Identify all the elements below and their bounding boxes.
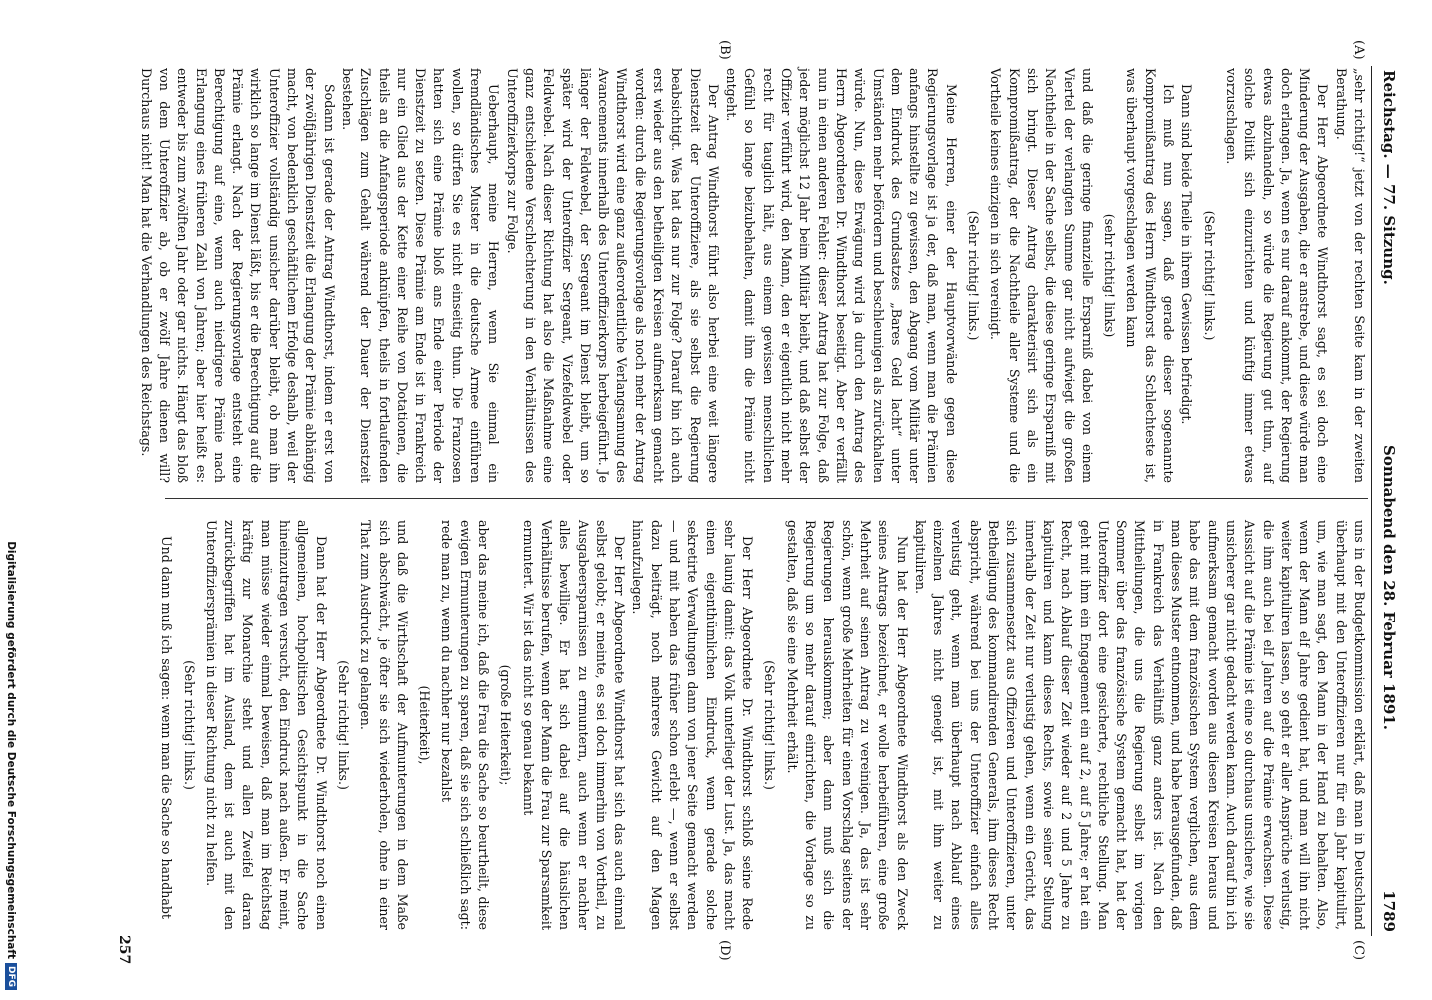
- interjection: (Heiterkeit),: [417, 685, 433, 765]
- right-column: [159, 520, 1368, 930]
- left-column: [138, 68, 1368, 483]
- paragraph: Meine Herren, einer der Hauptvorwände gegen diese Regierungsvorlage ist ja der, daß man, wenn man die Prämien anfangs hinstellte zu gewissen, den Abgang vom Militär unter dem Eindruck des Grundsatzes „Bares Geld lacht“ unter Umständen mehr befördern und beschleunigen als zurückhalten würde. Nun, diese Erwägung wird ja durch den Antrag des Herrn Abgeordneten Dr. Windthorst beseitigt. Aber er verfällt nun in einen anderen Fehler: dieser Antrag hat zur Folge, daß jeder möglichst 12 Jahr beim Militär bleibt, und daß selbst der Offizier verführt wird, den Mann, den er eigentlich nicht mehr recht für tauglich hält, aus einem gewissen menschlichen Gefühl so lange beizubehalten, damit ihm die Prämie nicht entgeht.: [724, 68, 959, 483]
- paragraph: und daß die Wirthschaft der Aufmunterungen in dem Maße sich abschwächt, je öfter sie sich wiederholen, ohne in einer That zum Ausdruck zu gelangen.: [358, 520, 410, 930]
- header-page-number: 1789: [1380, 890, 1398, 932]
- dfg-logo: DFG: [5, 963, 17, 990]
- column-divider: [165, 498, 1368, 499]
- paragraph: „sehr richtig!“ jetzt von der rechten Seite kam in der zweiten Berathung.: [1333, 68, 1367, 483]
- interjection: (Sehr richtig! links.): [181, 660, 197, 790]
- paragraph: Sodann ist gerade der Antrag Windthorst, indem er erst von der zwölfjährigen Dienstzeit die Erlangung der Prämie abhängig macht, von bedenklich geschäftlichem Erfolge deshalb, weil der Unteroffizier vollständig unsicher darüber bleibt, ob man ihn wirklich so lange im Dienst läßt, bis er die Berechtigung auf die Prämie erlangt. Nach der Regierungsvorlage entsteht eine Berechtigung auf eine, wenn auch niedrigere Prämie nach Erlangung eines früheren Zahl von Jahren; aber hier heißt es: entweder bis zum zwölften Jahr oder gar nichts. Hängt das bloß von dem Unteroffizier ab, ob er zwölf Jahre dienen will? Durchaus nicht! Man hat die Verhandlungen des Reichstags.: [138, 68, 337, 483]
- paragraph: Und dann muß ich sagen: wenn man die Sache so handhabt: [159, 536, 175, 919]
- interjection: (Sehr richtig! links.): [966, 210, 982, 341]
- margin-mark-b: (B): [717, 40, 732, 60]
- paragraph: Der Herr Abgeordnete Windthorst sagt, es sei doch eine Minderung der Ausgaben, die er anstrebe, und diese würde man doch erlangen. Ja, wenn es nur darauf ankommt, der Regierung etwas abzuhandeln, so würde die Regierung gut thun, auf solche Politik sich einzurichten und künftig immer etwas vorzuschlagen.: [1223, 68, 1331, 483]
- interjection: (sehr richtig! links): [1102, 213, 1118, 338]
- interjection: (Sehr richtig! links.): [1201, 210, 1217, 341]
- header-rule: [1371, 66, 1372, 936]
- interjection: (Sehr richtig! links.): [762, 660, 778, 790]
- paragraph: Der Herr Abgeordnete Windthorst hat sich das auch einmal selbst gelobt; er meinte, es sei doch immerhin von Vortheil, zu Ausgabeersparnissen zu ermuntern, auch wenn er nachher alles bewillige. Er hat sich dabei auf die häuslichen Verhältnisse berufen, wenn der Mann die Frau zur Sparsamkeit ermuntert. Wir ist das nicht so genau bekannt: [520, 520, 628, 930]
- signature-number: 257: [116, 935, 132, 965]
- paragraph: Der Antrag Windthorst führt also herbei eine weit längere Dienstzeit der Unteroffiziere, als sie selbst die Regierung beabsichtigt. Was hat das nur zur Folge? Darauf bin ich auch erst wieder aus den betheiligten Kreisen aufmerksam gemacht worden: durch die Regierungsvorlage als noch mehr der Antrag Windthorst wird eine ganz außerordentliche Verlangsamung des Avancements innerhalb des Unteroffizierkorps herbeigeführt. Je länger der Feldwebel, der Sergeant im Dienst bleibt, um so später wird der Unteroffizier Sergeant, Vizefeldwebel oder Feldwebel. Nach dieser Richtung hat also die Maßnahme eine ganz entschiedene Verschlechterung in den Verhältnissen des Unteroffizierkorps zur Folge.: [504, 68, 721, 483]
- margin-mark-a: (A): [1351, 40, 1366, 60]
- header-center: Sonnabend den 28. Februar 1891.: [1380, 445, 1398, 731]
- page-header: [1376, 70, 1398, 932]
- paragraph: Ueberhaupt, meine Herren, wenn Sie einmal ein fremdländisches Muster in die deutsche Armee einführen wollen, so dürfen Sie es nicht einseitig thun. Die Franzosen hatten sich eine Prämie bloß ans Ende einer Periode der Dienstzeit zu setzen. Diese Prämie am Ende ist in Frankreich nur ein Glied aus der Kette einer Reihe von Dotationen, die theils an die Anfangsperiode anknüpfen, theils in fortlaufenden Zuschlägen zum Gehalt während der Dauer der Dienstzeit bestehen.: [339, 68, 502, 483]
- paragraph: Dann hat der Herr Abgeordnete Dr. Windthorst noch einen allgemeinen, hochpolitischen Gesichtspunkt in die Sache hineinzutragen versucht, den Eindruck nach außen. Er meint, man müsse wieder einmal beweisen, daß man im Reichstag kräftig zur Monarchie steht und allen Zweifel daran zurückbegriffen hat im Ausland, dem ist auch mit den Unteroffiziersprämien in dieser Richtung nicht zu helfen.: [203, 520, 329, 930]
- paragraph: uns in der Budgetkommission erklärt, daß man in Deutschland überhaupt mit den Unteroffizieren nur für ein Jahr kapitulirt, um, wie man sagt, den Mann in der Hand zu behalten. Also, wenn der Mann elf Jahre gedient hat, und man will ihn nicht weiter kapituliren lassen, so geht er aller Ansprüche verlustig, die ihm auch bei elf Jahren auf die Prämie erwachsen. Diese Aussicht auf die Prämie ist eine so durchaus unsichere, wie sie unsicherer gar nicht gedacht werden kann. Auch darauf bin ich aufmerksam gemacht worden aus diesen Kreisen heraus und habe das mit dem französischen System verglichen, aus dem man dieses Muster entnommen, und habe herausgefunden, daß in Frankreich das Verhältniß ganz anders ist. Nach den Mittheilungen, die uns die Regierung selbst im vorigen Sommer über das französische System gemacht hat, hat der Unteroffizier dort eine gesicherte, rechtliche Stellung. Man geht mit ihm ein Engagement ein auf 2, auf 5 Jahre; er hat ein Recht, nach Ablauf dieser Zeit wieder auf 2 und 5 Jahre zu kapituliren und kann dieses Rechts, sowie seiner Stellung innerhalb der Zeit nur verlustig gehen, wenn ein Gericht, das sich zusammensetzt aus Offizieren und Unteroffizieren, unter Betheiligung des kommandirenden Generals, ihm dieses Recht abspricht, während bei uns der Unteroffizier einfach alles verlustig geht, wenn man überhaupt nach Ablauf eines einzelnen Jahres nicht geneigt ist, mit ihm weiter zu kapituliren.: [912, 520, 1367, 930]
- margin-mark-c: (C): [1351, 940, 1366, 961]
- paragraph: und daß die geringe finanzielle Ersparniß dabei von einem Viertel der verlangten Summe gar nicht aufwiegt die großen Nachtheile in der Sache selbst, die diese geringe Ersparniß mit sich bringt. Dieser Antrag charakterisirt sich als ein Kompromißantrag, der die Nachtheile aller Systeme und die Vortheile keines einzigen in sich vereinigt.: [988, 68, 1095, 483]
- paragraph: aber das meine ich, daß die Frau die Sache so beurtheilt, diese ewigen Ermunterungen zu sparen, daß sie sich schließlich sagt: rede man zu, wenn du nachher nur bezahlst: [439, 520, 492, 930]
- paragraph: Nun hat der Herr Abgeordnete Windthorst als den Zweck seines Antrags bezeichnet, er wolle herbeiführen, eine große Mehrheit auf seinen Antrag zu vereinigen. Ja, das ist sehr schön, wenn große Mehrheiten für einen Vorschlag seitens der Regierungen herauskommen; aber dann muß sich die Regierung um so mehr darauf einrichten, die Vorlage so zu gestalten, daß sie eine Mehrheit erhält.: [784, 520, 910, 930]
- paragraph: Der Herr Abgeordnete Dr. Windthorst schloß seine Rede sehr launig damit: das Volk unterliegt der Lust. Ja, das macht einen eigenthümlichen Eindruck, wenn gerade solche sekretirte Verwaltungen dann von jener Seite gemacht werden — und mit haben das früher schon erlebt —, wenn er selbst dazu beiträgt, noch mehreres Gewicht auf den Magen hinaufzulegen.: [630, 520, 756, 930]
- paragraph: Ich muß nun sagen, daß gerade dieser sogenannte Kompromißantrag des Herrn Windthorst das Schlechteste ist, was überhaupt vorgeschlagen werden kann: [1124, 68, 1177, 483]
- margin-mark-d: (D): [717, 940, 732, 961]
- paragraph: Dann sind beide Theile in ihrem Gewissen befriedigt.: [1179, 84, 1195, 425]
- interjection: (Sehr richtig! links.): [335, 660, 351, 790]
- header-left: Reichstag. — 77. Sitzung.: [1380, 70, 1398, 285]
- credit-text: Digitalisierung gefördert durch die Deutsche Forschungsgemeinschaft: [5, 541, 17, 959]
- interjection: (große Heiterkeit);: [498, 664, 514, 786]
- digitization-credit: [0, 40, 22, 990]
